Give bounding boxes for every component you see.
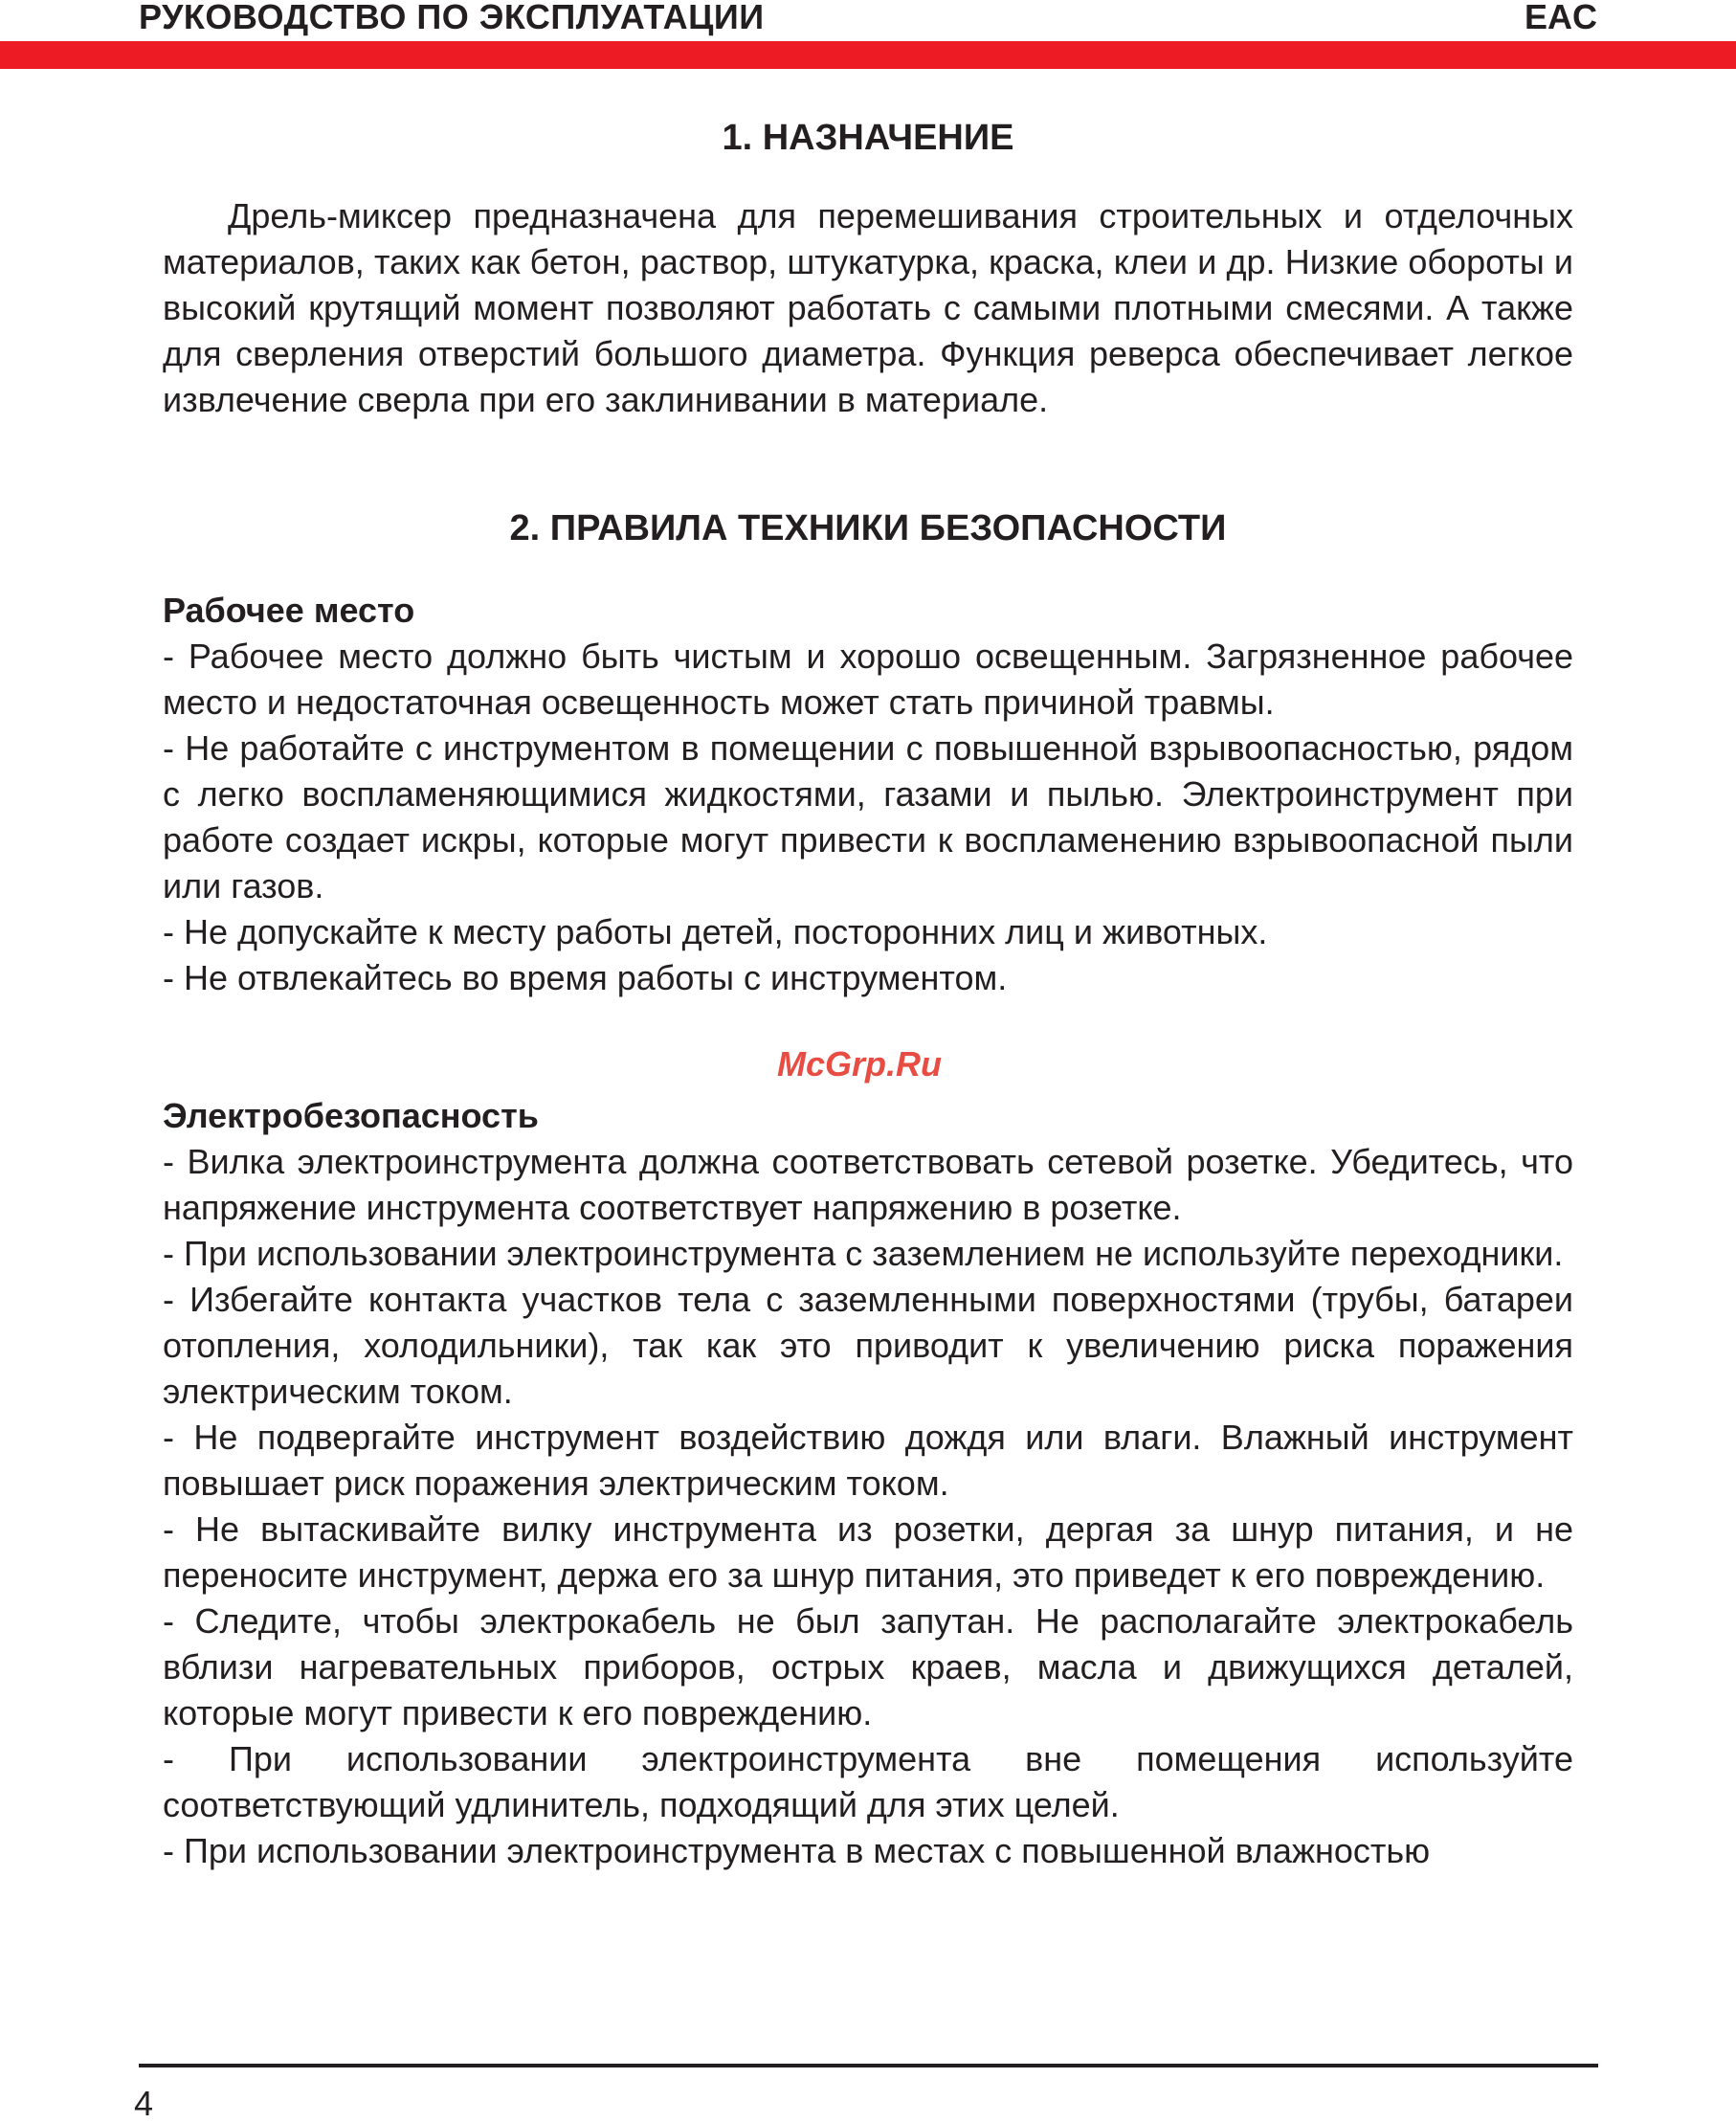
electrical-safety-block <box>163 1093 1573 1874</box>
watermark: McGrp.Ru <box>777 1044 943 1084</box>
list-item: - Не работайте с инструментом в помещении с повышенной взрывоопасностью, рядом с легко воспламеняющимися жидкостями, газами и пылью. Электроинструмент при работе создает искры, которые могут привести к воспламенению взрывоопасной пыли или газов. <box>163 728 1573 905</box>
list-item: - При использовании электроинструмента вне помещения используйте соответствующий удлинитель, подходящий для этих целей. <box>163 1739 1573 1824</box>
list-item: - Следите, чтобы электрокабель не был запутан. Не располагайте электрокабель вблизи нагревательных приборов, острых краев, масла и движущихся деталей, которые могут привести к его повреждению. <box>163 1601 1573 1732</box>
list-item: - Не подвергайте инструмент воздействию дождя или влаги. Влажный инструмент повышает риск поражения электрическим током. <box>163 1418 1573 1503</box>
page-number: 4 <box>134 2084 154 2123</box>
eac-mark: EAC <box>1524 0 1597 36</box>
subheading-electrical-safety: Электробезопасность <box>163 1096 539 1135</box>
list-item: - Не отвлекайтесь во время работы с инструментом. <box>163 958 1008 997</box>
page-header <box>0 0 1736 69</box>
header-title: РУКОВОДСТВО ПО ЭКСПЛУАТАЦИИ <box>139 0 765 36</box>
list-item: - Вилка электроинструмента должна соответствовать сетевой розетке. Убедитесь, что напряжение инструмента соответствует напряжению в розетке. <box>163 1142 1573 1227</box>
page-content <box>163 115 1573 1874</box>
purpose-paragraph: Дрель-миксер предназначена для перемешивания строительных и отделочных материалов, таких как бетон, раствор, штукатурка, краска, клеи и др. Низкие обороты и высокий крутящий момент позволяют работать с самыми плотными смесями. А также для сверления отверстий большого диаметра. Функция реверса обеспечивает легкое извлечение сверла при его заклинивании в материале. <box>163 196 1573 419</box>
list-item: - Избегайте контакта участков тела с заземленными поверхностями (трубы, батареи отопления, холодильники), так как это приводит к увеличению риска поражения электрическим током. <box>163 1280 1573 1411</box>
workplace-block <box>163 588 1573 1001</box>
subheading-workplace: Рабочее место <box>163 591 415 630</box>
list-item: - При использовании электроинструмента с заземлением не используйте переходники. <box>163 1234 1564 1273</box>
footer-rule <box>139 2064 1598 2067</box>
list-item: - Рабочее место должно быть чистым и хорошо освещенным. Загрязненное рабочее место и недостаточная освещенность может стать причиной травмы. <box>163 637 1573 722</box>
section-title-safety: 2. ПРАВИЛА ТЕХНИКИ БЕЗОПАСНОСТИ <box>509 508 1227 548</box>
list-item: - При использовании электроинструмента в местах с повышенной влажностью <box>163 1831 1431 1870</box>
section-title-purpose: 1. НАЗНАЧЕНИЕ <box>722 118 1014 158</box>
list-item: - Не вытаскивайте вилку инструмента из розетки, дергая за шнур питания, и не переносите инструмент, держа его за шнур питания, это приведет к его повреждению. <box>163 1509 1573 1595</box>
header-red-bar <box>0 41 1736 69</box>
list-item: - Не допускайте к месту работы детей, посторонних лиц и животных. <box>163 912 1268 951</box>
